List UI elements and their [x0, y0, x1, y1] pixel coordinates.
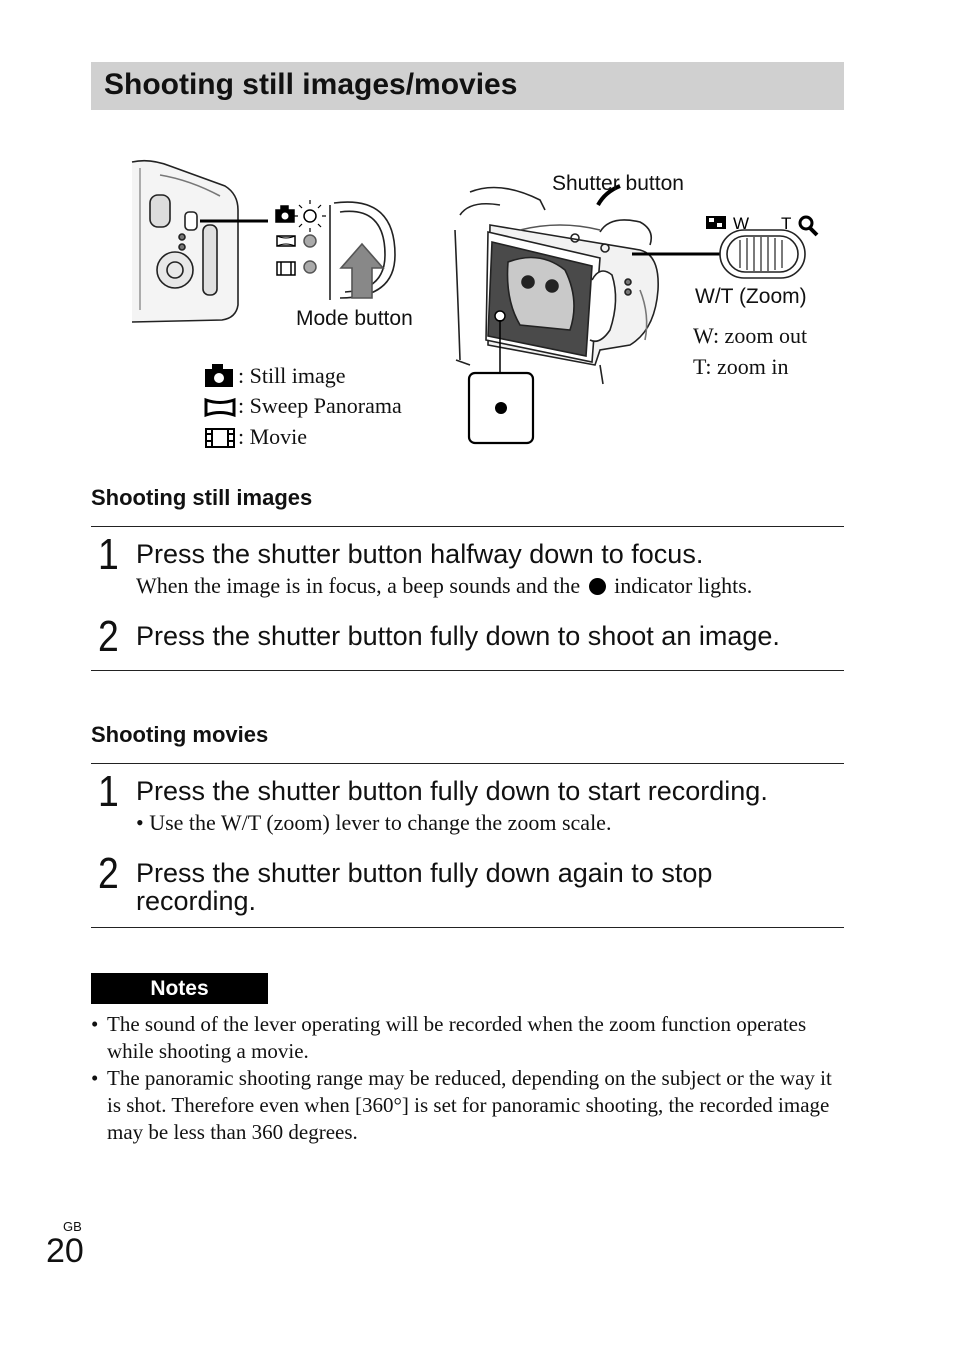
page-title: Shooting still images/movies	[104, 68, 518, 101]
tele-zoom-icon	[800, 217, 817, 235]
still-step-2-text: Press the shutter button fully down to shoot an image.	[136, 621, 780, 651]
still-step-1-text: Press the shutter button halfway down to focus.	[136, 539, 704, 569]
zoom-in-text: T: zoom in	[693, 354, 789, 379]
divider	[91, 763, 844, 764]
legend-film-icon	[206, 429, 234, 447]
movies-step-2-text: Press the shutter button fully down again to stop recording.	[136, 858, 713, 916]
zoom-out-text: W: zoom out	[693, 323, 808, 348]
legend-movie: : Movie	[238, 424, 308, 449]
zoom-w-letter: W	[733, 214, 750, 233]
bullet: •	[136, 810, 144, 835]
legend-still-image: : Still image	[238, 363, 346, 388]
camera-diagram	[0, 0, 954, 480]
divider	[91, 927, 844, 928]
still-step-1-number: 1	[98, 530, 119, 579]
movies-step-2-number: 2	[98, 849, 119, 898]
legend-camera-icon	[205, 364, 233, 387]
region-code: GB	[63, 1219, 82, 1234]
still-step-1-detail-before: When the image is in focus, a beep sounds and the	[136, 573, 581, 598]
bullet: •	[91, 1012, 99, 1036]
still-step-1-detail	[136, 573, 752, 599]
divider	[91, 526, 844, 527]
still-step-2-number: 2	[98, 612, 119, 661]
note-text: The sound of the lever operating will be recorded when the zoom function operates while shooting a movie.	[107, 1012, 807, 1063]
indicator-dot-icon	[589, 578, 606, 595]
mode-button-illustration	[330, 202, 395, 300]
shutter-button-label: Shutter button	[552, 172, 684, 195]
wide-zoom-icon	[706, 216, 726, 229]
mode-button-label: Mode button	[296, 307, 413, 330]
movies-step-1-number: 1	[98, 767, 119, 816]
notes-badge: Notes	[91, 973, 268, 1004]
mode-indicator-icons	[276, 200, 326, 275]
movies-step-1-text: Press the shutter button fully down to start recording.	[136, 776, 768, 806]
legend-panorama-icon	[206, 400, 234, 415]
legend-sweep-panorama: : Sweep Panorama	[238, 393, 402, 418]
movies-step-1-detail	[136, 810, 611, 836]
camera-top-illustration	[132, 161, 238, 322]
note-item	[91, 1065, 847, 1146]
note-item	[91, 1011, 847, 1065]
zoom-t-letter: T	[781, 214, 792, 233]
divider	[91, 670, 844, 671]
still-step-1-detail-after: indicator lights.	[614, 573, 753, 598]
zoom-lever-label: W/T (Zoom)	[695, 285, 807, 308]
note-text: The panoramic shooting range may be reduced, depending on the subject or the way it is shot. Therefore even when [360°] is set for panoramic shooting, the recorded image may be less than 360 degrees.	[107, 1066, 832, 1144]
still-images-heading: Shooting still images	[91, 485, 313, 510]
indicator-lamp-dot	[495, 402, 507, 414]
page-number: 20	[46, 1232, 84, 1270]
movies-heading: Shooting movies	[91, 722, 269, 747]
bullet: •	[91, 1066, 99, 1090]
zoom-lever-illustration	[720, 230, 805, 278]
movies-step-1-detail-text: Use the W/T (zoom) lever to change the zoom scale.	[149, 810, 612, 835]
